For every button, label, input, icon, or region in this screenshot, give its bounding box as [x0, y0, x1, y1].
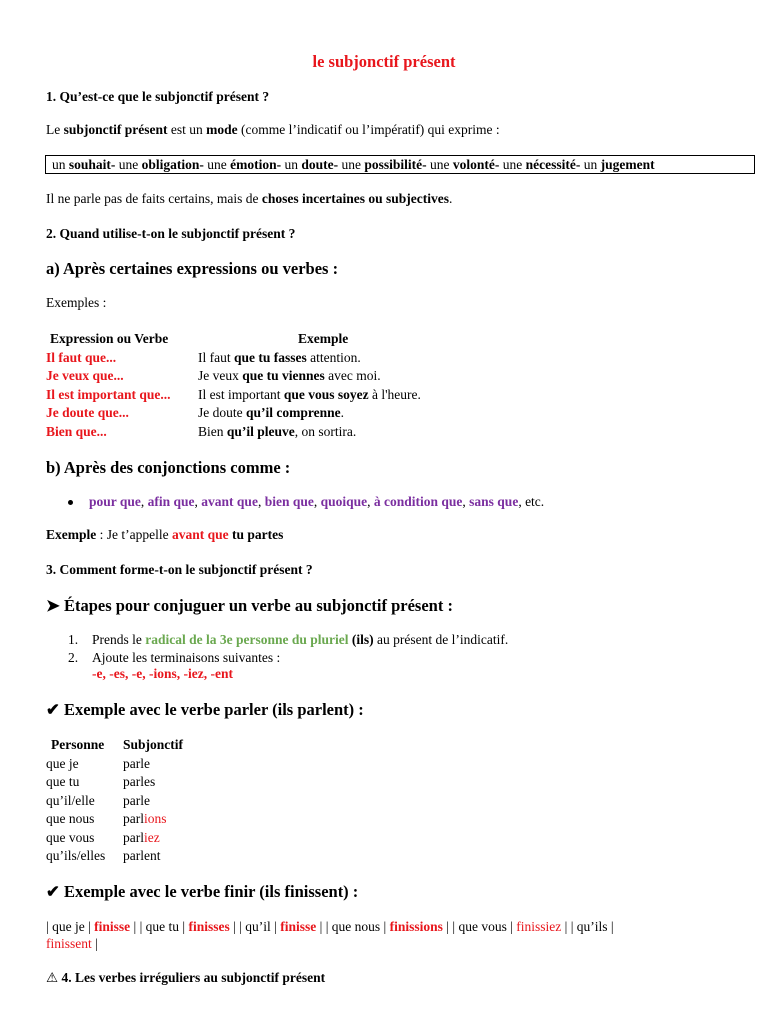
- finir-text: | | qu’ils |: [561, 919, 614, 934]
- example-bold: que vous soyez: [283, 386, 369, 402]
- column-header: Personne: [51, 737, 105, 752]
- verb-stem: parle: [123, 792, 150, 808]
- steps-heading: ➤ Étapes pour conjuguer un verbe au subjonctif présent :: [46, 596, 453, 615]
- example-line: [46, 527, 283, 543]
- example-text: Il faut: [198, 349, 234, 365]
- conjugation-cell: [123, 773, 183, 792]
- column-header: Expression ou Verbe: [50, 331, 169, 346]
- expressions-table: [46, 330, 421, 441]
- finir-form: finisse: [94, 919, 131, 934]
- definition-text: (comme l’indicatif ou l’impératif) qui exprime :: [237, 122, 500, 137]
- question-2-text: 2. Quand utilise-t-on le subjonctif présent ?: [46, 226, 296, 241]
- column-header: Exemple: [298, 331, 349, 346]
- finir-text: | | que vous |: [442, 919, 517, 934]
- table-row: [46, 792, 183, 811]
- section-b-heading: b) Après des conjonctions comme :: [46, 458, 291, 477]
- finir-text: |: [91, 936, 98, 951]
- example-highlight: avant que: [171, 527, 229, 542]
- table-header-row: [46, 736, 183, 755]
- table-row: [46, 423, 421, 442]
- table-row: [46, 367, 421, 386]
- step-text: Prends le: [92, 632, 146, 647]
- question-4-text: 4. Les verbes irréguliers au subjonctif présent: [58, 970, 326, 985]
- conjunction: quoique: [320, 494, 368, 509]
- example-text: Je veux: [198, 368, 243, 383]
- separator: ,: [313, 494, 321, 509]
- example-bold: que tu viennes: [242, 368, 325, 383]
- conjugation-cell: [123, 847, 183, 866]
- person-cell: que je: [46, 755, 79, 771]
- question-3-text: 3. Comment forme-t-on le subjonctif présent ?: [46, 562, 313, 577]
- finir-form: finissions: [389, 919, 443, 934]
- finir-form: finisses: [188, 919, 230, 934]
- boxed-word: nécessité-: [525, 157, 581, 172]
- verb-stem: parlent: [123, 848, 161, 863]
- expression-cell: Il est important que...: [46, 386, 171, 402]
- conjunction: sans que: [469, 494, 519, 509]
- definition-bold: mode: [206, 122, 238, 137]
- table-row: [46, 349, 421, 368]
- conjunction: bien que: [264, 494, 314, 509]
- page-title: le subjonctif présent: [312, 52, 456, 71]
- separator: ,: [194, 494, 202, 509]
- example-text: Bien: [198, 423, 227, 439]
- example-text: .: [340, 405, 345, 420]
- step-highlight: radical de la 3e personne du pluriel: [145, 632, 349, 647]
- example-cell: [198, 367, 421, 386]
- warning-icon: ⚠: [46, 970, 59, 986]
- boxed-article: une: [338, 157, 365, 172]
- conjugation-cell: [123, 755, 183, 774]
- separator: ,: [140, 494, 148, 509]
- table-row: [46, 773, 183, 792]
- example-cell: [198, 404, 421, 423]
- conjugation-cell: [123, 810, 183, 829]
- step-number: 1.: [68, 632, 79, 647]
- question-2-heading: [46, 226, 295, 242]
- separator: ,: [257, 494, 265, 509]
- boxed-word: possibilité-: [364, 157, 427, 172]
- boxed-word: jugement: [600, 157, 655, 172]
- separator: ,: [462, 494, 470, 509]
- table-row: [46, 847, 183, 866]
- example-label: Exemple: [46, 527, 97, 542]
- conjunction: à condition que: [373, 494, 463, 509]
- step-2: [68, 650, 280, 666]
- separator: ,: [367, 494, 374, 509]
- person-cell: qu’il/elle: [46, 792, 95, 808]
- boxed-article: un: [52, 157, 69, 172]
- boxed-article: une: [115, 157, 142, 172]
- finir-text: | que je |: [46, 919, 95, 934]
- boxed-word: obligation-: [141, 157, 204, 172]
- boxed-article: une: [203, 157, 231, 172]
- person-cell: que nous: [46, 811, 95, 826]
- example-text: Je doute: [198, 405, 246, 420]
- finir-line-2: [46, 936, 98, 952]
- example-bold: qu’il pleuve: [226, 423, 295, 439]
- boxed-article: une: [499, 157, 526, 172]
- verb-stem: parle: [123, 755, 150, 771]
- boxed-list: [45, 155, 755, 174]
- example-cell: [198, 386, 421, 405]
- verb-stem: parles: [123, 774, 156, 789]
- example-cell: [198, 423, 421, 442]
- boxed-word: doute-: [301, 157, 339, 172]
- boxed-article: un: [281, 157, 302, 172]
- table-row: [46, 810, 183, 829]
- finir-text: | | que nous |: [316, 919, 390, 934]
- boxed-word: volonté-: [452, 157, 500, 172]
- parler-heading: ✔ Exemple avec le verbe parler (ils parlent) :: [46, 700, 364, 719]
- person-cell: que vous: [46, 829, 95, 845]
- conjunction: afin que: [147, 494, 195, 509]
- example-text: , on sortira.: [294, 423, 357, 439]
- definition-text: Le: [46, 122, 64, 137]
- boxed-article: un: [580, 157, 601, 172]
- conjugation-cell: [123, 792, 183, 811]
- column-header: Subjonctif: [123, 737, 184, 752]
- definition-paragraph: [46, 122, 500, 138]
- conjunction: avant que: [201, 494, 258, 509]
- section-a-heading: a) Après certaines expressions ou verbes :: [46, 259, 339, 278]
- verb-stem: parl: [123, 811, 144, 826]
- table-row: [46, 755, 183, 774]
- table-row: [46, 829, 183, 848]
- table-row: [46, 404, 421, 423]
- step-1: [68, 632, 508, 648]
- boxed-word: émotion-: [230, 157, 282, 172]
- example-text: avec moi.: [324, 368, 381, 383]
- boxed-word: souhait-: [68, 157, 116, 172]
- step-number: 2.: [68, 650, 79, 665]
- finir-form: finisse: [280, 919, 317, 934]
- example-text: Il est important: [198, 386, 284, 402]
- example-text: à l'heure.: [368, 386, 421, 402]
- table-header-row: [46, 330, 421, 349]
- expression-cell: Bien que...: [46, 423, 107, 439]
- conjunction: pour que: [89, 494, 141, 509]
- step-bold: (ils): [348, 632, 374, 647]
- example-cell: [198, 349, 421, 368]
- person-cell: que tu: [46, 774, 80, 789]
- example-text: attention.: [306, 349, 361, 365]
- person-cell: qu’ils/elles: [46, 848, 106, 863]
- table-row: [46, 386, 421, 405]
- verb-ending: iez: [144, 829, 160, 845]
- step-text: au présent de l’indicatif.: [373, 632, 509, 647]
- verb-ending: ions: [144, 811, 167, 826]
- step-text: Ajoute les terminaisons suivantes :: [92, 650, 281, 665]
- question-4-heading: [46, 970, 325, 986]
- expression-cell: Je doute que...: [46, 405, 129, 420]
- expression-cell: Je veux que...: [46, 368, 124, 383]
- finir-text: | | qu’il |: [229, 919, 281, 934]
- separator: , etc.: [518, 494, 545, 509]
- note-end: .: [449, 191, 453, 206]
- endings-list: -e, -es, -e, -ions, -iez, -ent: [92, 666, 233, 681]
- parler-table: [46, 736, 183, 866]
- finir-form: finissiez: [516, 919, 562, 934]
- conjunctions-list-item: [68, 494, 544, 510]
- note-bold: choses incertaines ou subjectives: [261, 191, 450, 206]
- example-bold: que tu fasses: [234, 349, 307, 365]
- definition-text: est un: [167, 122, 207, 137]
- example-text: : Je t’appelle: [96, 527, 172, 542]
- note-paragraph: [46, 191, 452, 207]
- expression-cell: Il faut que...: [46, 349, 117, 365]
- examples-label: Exemples :: [46, 295, 107, 310]
- question-1-text: 1. Qu’est-ce que le subjonctif présent ?: [46, 89, 270, 104]
- bullet-icon: [68, 500, 73, 505]
- finir-heading: ✔ Exemple avec le verbe finir (ils finissent) :: [46, 882, 359, 901]
- conjugation-cell: [123, 829, 183, 848]
- finir-line-1: [46, 919, 614, 935]
- definition-bold: subjonctif présent: [63, 122, 168, 137]
- finir-text: | | que tu |: [130, 919, 189, 934]
- example-bold: tu partes: [232, 527, 284, 542]
- boxed-article: une: [426, 157, 453, 172]
- question-3-heading: [46, 562, 313, 578]
- note-text: Il ne parle pas de faits certains, mais de: [46, 191, 262, 206]
- finir-form: finissent: [46, 936, 92, 951]
- question-1-heading: [46, 89, 269, 105]
- verb-stem: parl: [123, 829, 144, 845]
- example-bold: qu’il comprenne: [246, 405, 341, 420]
